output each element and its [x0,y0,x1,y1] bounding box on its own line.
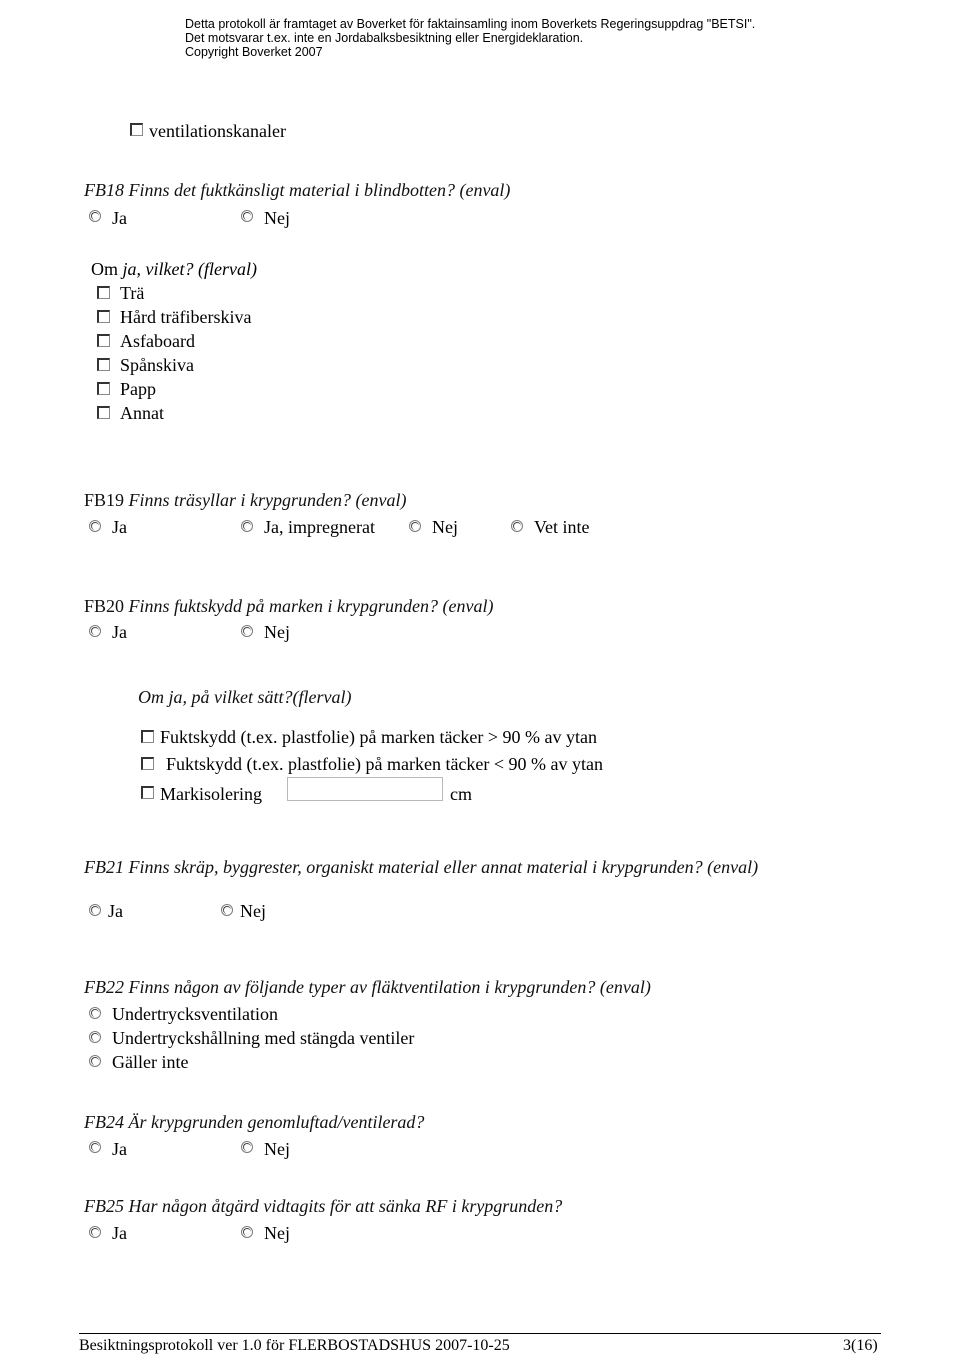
material-asfaboard-checkbox[interactable] [97,334,110,347]
fb25-nej-label: Nej [264,1223,290,1243]
fb20-nej-label: Nej [264,622,290,642]
fb19-vet-inte-label: Vet inte [534,517,590,537]
fuktskydd-under-90-checkbox[interactable] [141,757,154,770]
fb20-followup: Om ja, på vilket sätt?(flerval) [138,687,352,707]
fb24-nej-radio[interactable] [241,1141,253,1153]
fb24-ja-label: Ja [112,1139,127,1159]
fb22-galler-inte-label: Gäller inte [112,1052,189,1072]
material-hard-trafiberskiva-checkbox[interactable] [97,310,110,323]
fb20-ja-radio[interactable] [89,625,101,637]
fb19-ja-label: Ja [112,517,127,537]
fb25-ja-radio[interactable] [89,1226,101,1238]
header-note: Det motsvarar t.ex. inte en Jordabalksbesiktning eller Energideklaration. [185,31,584,45]
fb21-question: FB21 Finns skräp, byggrester, organiskt material eller annat material i krypgrunden? (enval) [84,857,759,877]
header-disclaimer: Detta protokoll är framtaget av Boverket för faktainsamling inom Boverkets Regeringsuppdrag "BETSI". [185,17,756,31]
fb24-nej-label: Nej [264,1139,290,1159]
fb22-question: FB22 Finns någon av följande typer av fläktventilation i krypgrunden? (enval) [84,977,651,997]
fb22-galler-inte-radio[interactable] [89,1055,101,1067]
fb19-ja-radio[interactable] [89,520,101,532]
fb19-ja-impregnerat-label: Ja, impregnerat [264,517,375,537]
fuktskydd-over-90-checkbox[interactable] [141,730,154,743]
fb24-question: FB24 Är krypgrunden genomluftad/ventilerad? [84,1112,425,1132]
fb25-question: FB25 Har någon åtgärd vidtagits för att sänka RF i krypgrunden? [84,1196,563,1216]
fuktskydd-under-90-label: Fuktskydd (t.ex. plastfolie) på marken täcker < 90 % av ytan [166,754,604,774]
fb19-nej-label: Nej [432,517,458,537]
fb21-nej-radio[interactable] [221,904,233,916]
material-asfaboard-label: Asfaboard [120,331,195,351]
ventilationskanaler-checkbox[interactable] [130,123,143,136]
material-tra-checkbox[interactable] [97,286,110,299]
fb19-nej-radio[interactable] [409,520,421,532]
footer-divider [79,1333,881,1334]
fb20-nej-radio[interactable] [241,625,253,637]
fb18-followup: Om ja, vilket? (flerval) [91,259,257,279]
fuktskydd-over-90-label: Fuktskydd (t.ex. plastfolie) på marken täcker > 90 % av ytan [160,727,598,747]
fb20-ja-label: Ja [112,622,127,642]
markisolering-label: Markisolering [160,784,262,804]
fb25-ja-label: Ja [112,1223,127,1243]
markisolering-checkbox[interactable] [141,786,154,799]
fb24-ja-radio[interactable] [89,1141,101,1153]
fb21-ja-label: Ja [108,901,123,921]
markisolering-thickness-input[interactable] [287,777,443,801]
fb19-question-text: FB19 Finns träsyllar i krypgrunden? (enval) [84,490,407,510]
fb21-ja-radio[interactable] [89,904,101,916]
fb18-question: FB18 Finns det fuktkänsligt material i blindbotten? (enval) [84,180,511,200]
fb18-ja-radio[interactable] [89,210,101,222]
fb19-vet-inte-radio[interactable] [511,520,523,532]
material-spanskiva-checkbox[interactable] [97,358,110,371]
fb19-question [84,489,407,511]
fb18-followup-text: ja, vilket? (flerval) [118,259,257,279]
fb18-ja-label: Ja [112,208,127,228]
header-copyright: Copyright Boverket 2007 [185,45,323,59]
material-annat-checkbox[interactable] [97,406,110,419]
fb18-nej-label: Nej [264,208,290,228]
fb21-nej-label: Nej [240,901,266,921]
fb22-undertrycksventilation-label: Undertrycksventilation [112,1004,278,1024]
material-hard-trafiberskiva-label: Hård träfiberskiva [120,307,252,327]
fb20-question [84,595,493,617]
material-papp-label: Papp [120,379,156,399]
material-tra-label: Trä [120,283,145,303]
fb22-undertrycksventilation-radio[interactable] [89,1007,101,1019]
ventilationskanaler-label: ventilationskanaler [149,121,286,141]
fb18-nej-radio[interactable] [241,210,253,222]
footer-page-number: 3(16) [843,1337,878,1354]
fb20-question-text: FB20 Finns fuktskydd på marken i krypgrunden? (enval) [84,596,494,616]
markisolering-unit: cm [450,784,472,804]
fb22-undertryckshallning-label: Undertryckshållning med stängda ventiler [112,1028,415,1048]
footer-title: Besiktningsprotokoll ver 1.0 för FLERBOSTADSHUS 2007-10-25 [79,1337,510,1354]
material-annat-label: Annat [120,403,164,423]
material-papp-checkbox[interactable] [97,382,110,395]
fb25-nej-radio[interactable] [241,1226,253,1238]
fb19-ja-impregnerat-radio[interactable] [241,520,253,532]
material-spanskiva-label: Spånskiva [120,355,194,375]
fb22-undertryckshallning-radio[interactable] [89,1031,101,1043]
